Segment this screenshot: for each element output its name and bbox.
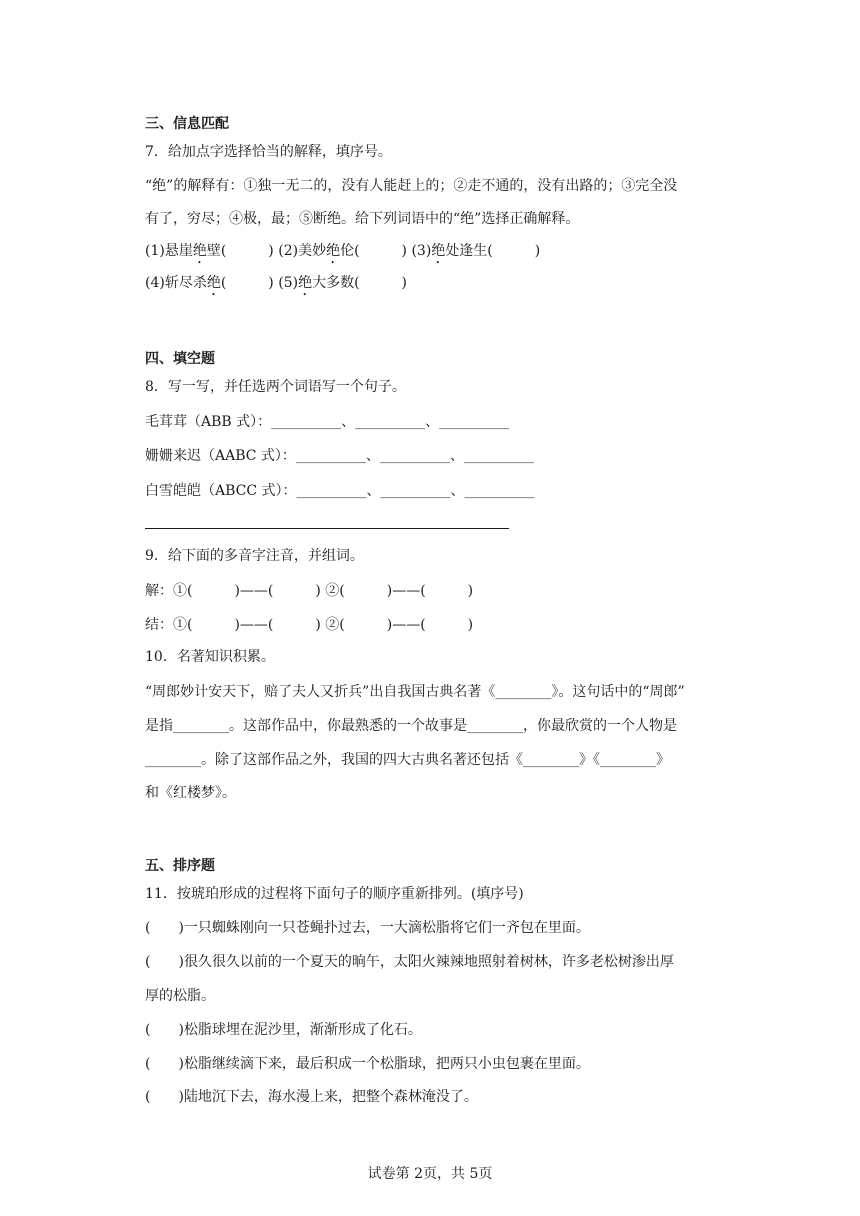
q7-option-2: (2)美妙绝伦( ) — [278, 243, 408, 259]
q11-item-2-continued: 厚的松脂。 — [145, 988, 215, 1004]
q7-option-3: (3)绝处逢生( ) — [411, 243, 541, 259]
q10-line-1: “周郎妙计安天下，赔了夫人又折兵”出自我国古典名著《________》。这句话中的“周郎” — [145, 684, 685, 700]
q11-item-4: ( )松脂继续滴下来，最后积成一个松脂球，把两只小虫包裹在里面。 — [145, 1056, 590, 1072]
q10-line-3: ________。除了这部作品之外，我国的四大古典名著还包括《________》《________》 — [145, 752, 670, 768]
q9-line-jie: 解：①( )——( ) ②( )——( ) — [145, 583, 474, 599]
q7-option-1: (1)悬崖绝壁( ) — [145, 243, 274, 259]
q7-option-5: (5)绝大多数( ) — [278, 275, 408, 291]
q8-line-abcc: 白雪皑皑（ABCC 式）：__________、__________、__________ — [145, 483, 535, 499]
q7-description-line-1: “绝”的解释有：①独一无二的，没有人能赶上的；②走不通的，没有出路的；③完全没 — [145, 178, 678, 194]
page-footer: 试卷第 2页，共 5页 — [367, 1166, 493, 1182]
q11-item-3: ( )松脂球埋在泥沙里，渐渐形成了化石。 — [145, 1022, 422, 1038]
q9-title: 9．给下面的多音字注音，并组词。 — [145, 548, 364, 564]
q7-description-line-2: 有了，穷尽；④极，最；⑤断绝。给下列词语中的“绝”选择正确解释。 — [145, 211, 580, 227]
q8-line-aabc: 姗姗来迟（AABC 式）：__________、__________、__________ — [145, 448, 534, 464]
q11-item-5: ( )陆地沉下去，海水漫上来，把整个森林淹没了。 — [145, 1089, 478, 1105]
q10-line-2: 是指________。这部作品中，你最熟悉的一个故事是________，你最欣赏的一个人物是 — [145, 718, 677, 734]
q7-options-row-1 — [145, 242, 540, 267]
q11-item-1: ( )一只蜘蛛刚向一只苍蝇扑过去，一大滴松脂将它们一齐包在里面。 — [145, 920, 590, 936]
q7-title: 7．给加点字选择恰当的解释，填序号。 — [145, 144, 392, 160]
q11-item-2: ( )很久很久以前的一个夏天的晌午，太阳火辣辣地照射着树林，许多老松树渗出厚 — [145, 954, 674, 970]
section-heading-fill-in: 四、填空题 — [145, 351, 215, 367]
q7-options-row-2 — [145, 274, 407, 299]
q9-line-jie2: 结：①( )——( ) ②( )——( ) — [145, 617, 474, 633]
q7-option-4: (4)斩尽杀绝( ) — [145, 275, 274, 291]
q10-title: 10．名著知识积累。 — [145, 649, 275, 665]
section-heading-info-matching: 三、信息匹配 — [145, 116, 229, 132]
q8-line-abb: 毛茸茸（ABB 式）：__________、__________、__________ — [145, 414, 510, 430]
q8-sentence-blank-line — [145, 528, 509, 529]
q8-title: 8．写一写，并任选两个词语写一个句子。 — [145, 379, 406, 395]
q10-line-4: 和《红楼梦》。 — [145, 785, 236, 801]
section-heading-ordering: 五、排序题 — [145, 858, 215, 874]
q11-title: 11．按琥珀形成的过程将下面句子的顺序重新排列。(填序号) — [145, 886, 524, 902]
